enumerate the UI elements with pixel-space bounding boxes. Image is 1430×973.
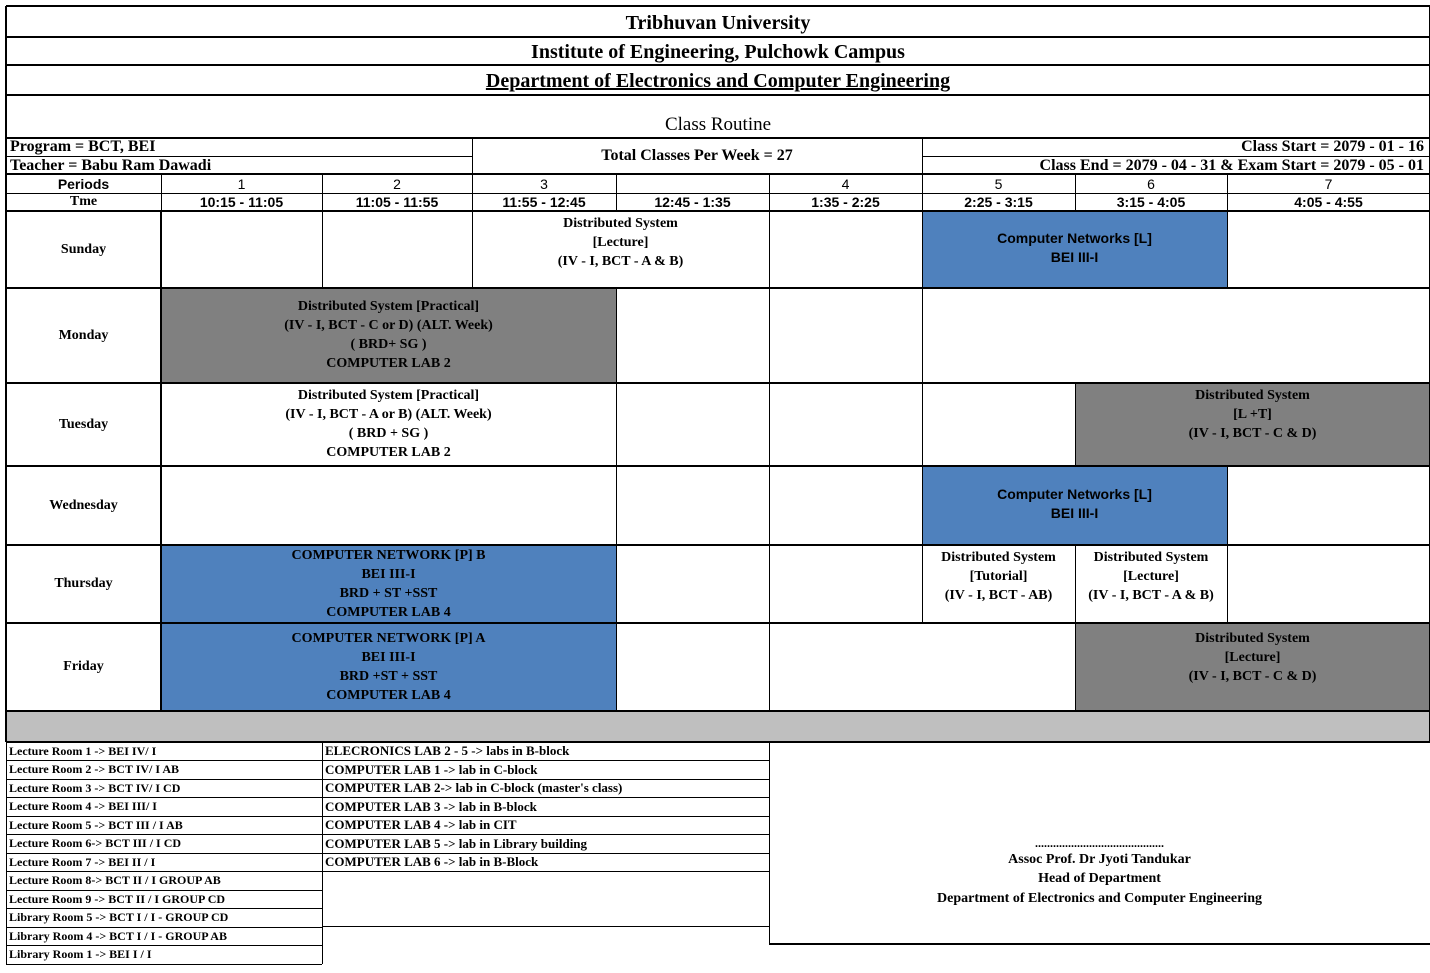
lab-item: COMPUTER LAB 1 -> lab in C-block — [325, 761, 538, 777]
period-2: 2 — [393, 175, 401, 192]
room-item: Library Room 5 -> BCT I / I - GROUP CD — [9, 910, 229, 925]
grid-line — [322, 926, 769, 927]
class-line: [Lecture] — [592, 234, 649, 250]
signature-block — [769, 834, 1430, 910]
class-line: [Lecture] — [1123, 568, 1179, 584]
time-slot-3: 11:55 - 12:45 — [502, 194, 586, 210]
class-end: Class End = 2079 - 04 - 31 & Exam Start = 2079 - 05 - 01 — [1039, 157, 1424, 174]
class-line: ( BRD + SG ) — [348, 426, 429, 441]
grid-line — [6, 465, 1430, 467]
class-start: Class Start = 2079 - 01 - 16 — [1241, 138, 1424, 155]
class-monday-distributed-practical[interactable] — [161, 296, 616, 374]
class-thursday-distributed-lecture[interactable] — [1075, 547, 1227, 605]
institute-title: Institute of Engineering, Pulchowk Campus — [531, 40, 905, 63]
period-3: 3 — [540, 175, 548, 192]
class-line: (IV - I, BCT - AB) — [944, 587, 1053, 603]
day-wednesday: Wednesday — [49, 497, 118, 513]
class-line: Computer Networks [L] — [997, 230, 1152, 246]
room-item: Library Room 1 -> BEI I / I — [9, 947, 152, 962]
time-slot-7: 3:15 - 4:05 — [1116, 194, 1186, 210]
time-slot-5: 1:35 - 2:25 — [811, 194, 880, 210]
room-item: Lecture Room 1 -> BEI IV/ I — [9, 743, 157, 758]
signature-department: Department of Electronics and Computer Engineering — [937, 890, 1262, 906]
time-slot-8: 4:05 - 4:55 — [1294, 194, 1363, 210]
department-title-text: Department of Electronics and Computer Engineering — [485, 69, 951, 92]
grid-line — [6, 382, 1430, 384]
room-item: Lecture Room 6-> BCT III / I CD — [9, 836, 182, 851]
time-label: Tme — [69, 194, 98, 209]
class-tuesday-distributed-practical[interactable] — [161, 385, 616, 463]
room-item: Lecture Room 3 -> BCT IV/ I CD — [9, 780, 181, 795]
periods-label: Periods — [57, 175, 110, 192]
lab-item: COMPUTER LAB 2-> lab in C-block (master's class) — [325, 780, 623, 796]
class-line: COMPUTER LAB 2 — [326, 445, 451, 460]
grid-line — [322, 211, 323, 288]
period-4: 4 — [841, 175, 850, 192]
lab-item: COMPUTER LAB 3 -> lab in B-block — [325, 798, 537, 814]
grid-line — [6, 710, 1430, 712]
separator-band — [6, 711, 1430, 742]
class-line: [Tutorial] — [969, 568, 1028, 584]
grid-line — [769, 288, 770, 383]
signature-title: Head of Department — [1038, 871, 1161, 887]
room-item: Lecture Room 5 -> BCT III / I AB — [9, 817, 183, 832]
class-line: COMPUTER NETWORK [P] B — [291, 548, 486, 563]
class-line: (IV - I, BCT - C or D) (ALT. Week) — [284, 318, 493, 333]
period-6: 6 — [1147, 175, 1155, 192]
class-line: BRD +ST + SST — [339, 669, 438, 684]
grid-line — [616, 466, 617, 545]
day-friday: Friday — [63, 659, 104, 674]
class-line: (IV - I, BCT - A or B) (ALT. Week) — [285, 407, 492, 422]
class-line: Distributed System — [1195, 630, 1310, 646]
routine-title: Class Routine — [664, 114, 772, 135]
class-line: Distributed System [Practical] — [297, 299, 480, 314]
signature-dots: ........................................... — [1035, 835, 1164, 850]
class-line: BEI III-I — [361, 650, 416, 665]
class-line: (IV - I, BCT - A & B) — [1088, 587, 1214, 603]
grid-line — [769, 943, 1430, 945]
class-line: COMPUTER NETWORK [P] A — [291, 631, 486, 646]
department-title — [6, 66, 1430, 96]
total-classes: Total Classes Per Week = 27 — [601, 147, 793, 164]
lab-legend — [322, 742, 769, 872]
day-tuesday: Tuesday — [58, 416, 109, 432]
class-line: COMPUTER LAB 4 — [326, 605, 451, 620]
class-line: BRD + ST +SST — [339, 586, 438, 601]
period-7: 7 — [1324, 175, 1333, 192]
class-line: Distributed System [Practical] — [297, 388, 480, 403]
program-label: Program = BCT, BEI — [10, 138, 156, 155]
class-tuesday-distributed-lt[interactable] — [1075, 385, 1430, 443]
class-line: Distributed System — [1093, 549, 1209, 565]
class-line: COMPUTER LAB 2 — [326, 356, 451, 371]
class-line: [L +T] — [1233, 406, 1272, 422]
day-sunday: Sunday — [60, 241, 107, 257]
grid-line — [922, 383, 923, 466]
teacher-label: Teacher = Babu Ram Dawadi — [10, 157, 212, 174]
period-1: 1 — [237, 175, 246, 192]
grid-line — [769, 383, 770, 466]
class-line: (IV - I, BCT - C & D) — [1188, 668, 1317, 684]
room-item: Lecture Room 2 -> BCT IV/ I AB — [9, 762, 180, 777]
grid-line — [6, 5, 1430, 7]
class-line: Computer Networks [L] — [997, 486, 1152, 502]
signature-name: Assoc Prof. Dr Jyoti Tandukar — [1008, 851, 1191, 867]
class-friday-computer-network-practical[interactable] — [161, 628, 616, 706]
room-item: Lecture Room 8-> BCT II / I GROUP AB — [9, 873, 221, 888]
class-line: BEI III-I — [361, 567, 416, 582]
class-line: BEI III-I — [1050, 249, 1099, 265]
room-item: Lecture Room 9 -> BCT II / I GROUP CD — [9, 891, 226, 906]
day-monday: Monday — [58, 327, 109, 343]
lab-item: ELECRONICS LAB 2 - 5 -> labs in B-block — [325, 743, 570, 759]
time-slot-6: 2:25 - 3:15 — [964, 194, 1033, 210]
grid-line — [922, 288, 923, 383]
grid-line — [769, 623, 770, 711]
class-line: ( BRD+ SG ) — [350, 337, 427, 352]
room-item: Lecture Room 7 -> BEI II / I — [9, 854, 156, 869]
class-line: BEI III-I — [1050, 505, 1099, 521]
lab-item: COMPUTER LAB 5 -> lab in Library building — [325, 835, 588, 851]
room-item: Lecture Room 4 -> BEI III/ I — [9, 799, 157, 814]
class-line: (IV - I, BCT - C & D) — [1188, 425, 1317, 441]
grid-line — [769, 545, 770, 623]
period-5: 5 — [994, 175, 1003, 192]
class-thursday-computer-network-practical[interactable] — [161, 546, 616, 622]
class-sunday-computer-networks[interactable] — [922, 228, 1227, 268]
lab-item: COMPUTER LAB 6 -> lab in B-Block — [325, 854, 539, 870]
room-legend — [6, 742, 322, 964]
class-line: (IV - I, BCT - A & B) — [557, 253, 684, 269]
class-line: Distributed System — [941, 549, 1056, 565]
lab-item: COMPUTER LAB 4 -> lab in CIT — [325, 817, 517, 833]
day-thursday: Thursday — [54, 576, 113, 591]
class-line: COMPUTER LAB 4 — [326, 688, 451, 703]
class-wednesday-computer-networks[interactable] — [922, 484, 1227, 524]
class-friday-distributed-lecture[interactable] — [1075, 628, 1430, 686]
time-slot-2: 11:05 - 11:55 — [355, 194, 439, 210]
university-title: Tribhuvan University — [625, 11, 811, 34]
room-item: Library Room 4 -> BCT I / I - GROUP AB — [9, 928, 227, 943]
class-thursday-distributed-tutorial[interactable] — [922, 547, 1075, 605]
grid-line — [6, 287, 1430, 289]
class-line: Distributed System — [1195, 387, 1310, 403]
grid-line — [769, 466, 770, 545]
grid-line — [6, 622, 1430, 624]
time-slot-4: 12:45 - 1:35 — [654, 194, 731, 210]
time-slot-1: 10:15 - 11:05 — [199, 194, 284, 210]
class-line: Distributed System — [563, 215, 678, 231]
class-sunday-distributed-lecture[interactable] — [472, 212, 769, 272]
class-line: [Lecture] — [1224, 649, 1281, 665]
